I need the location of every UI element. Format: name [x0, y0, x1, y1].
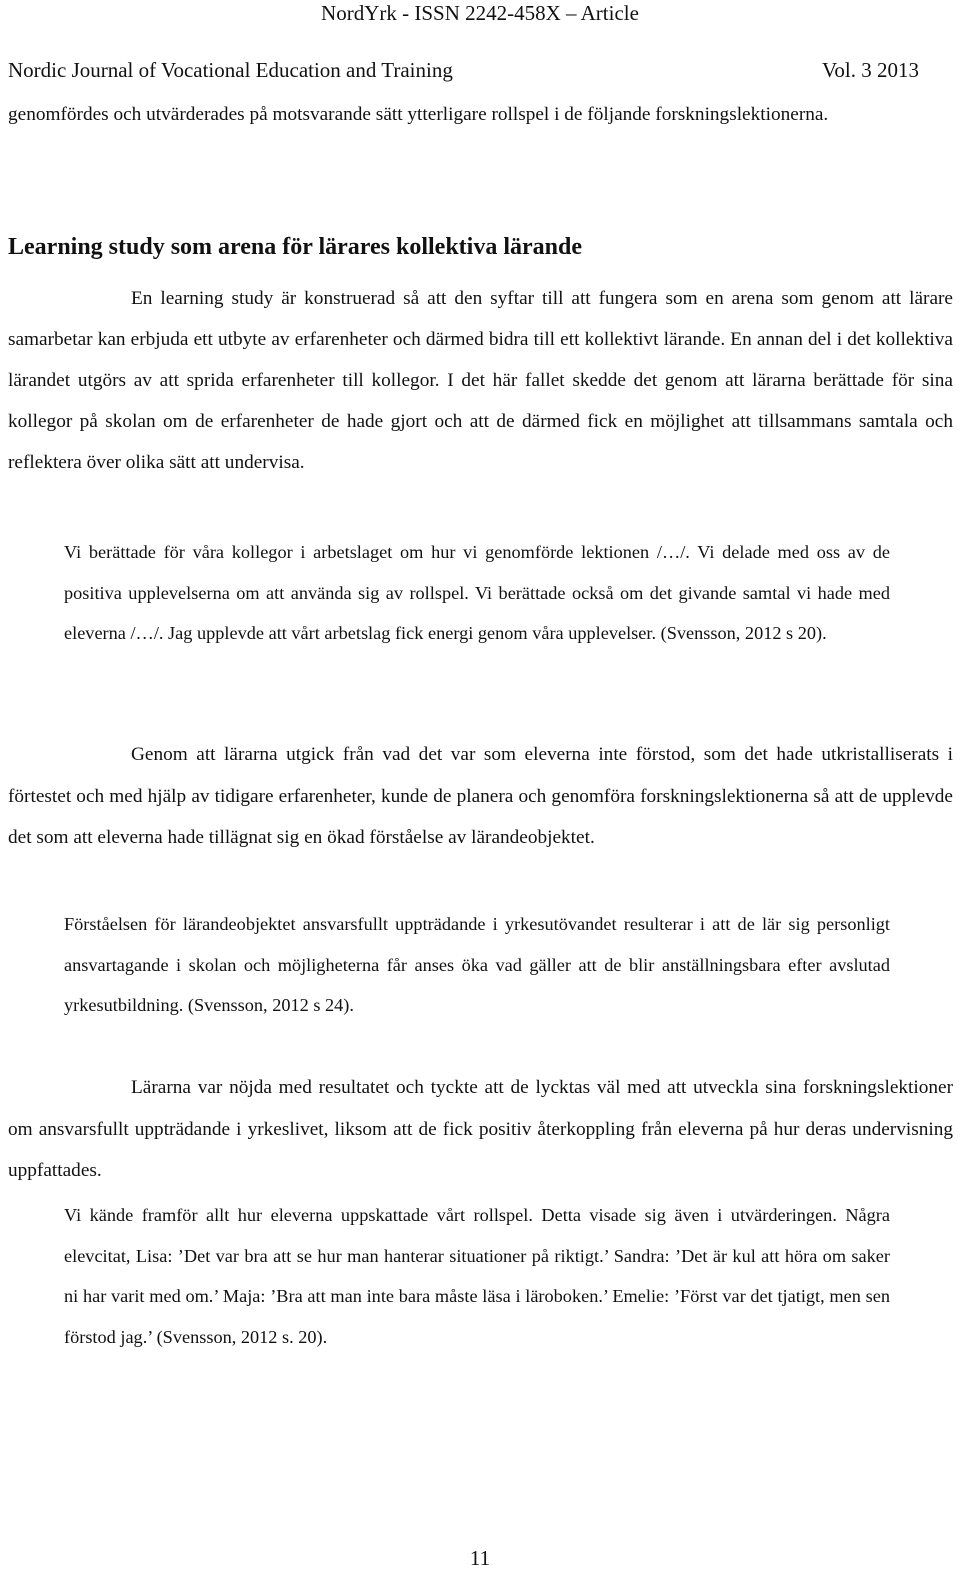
- section-heading: Learning study som arena för lärares kollektiva lärande: [8, 234, 583, 260]
- running-header: [8, 57, 919, 83]
- page-number: 11: [469, 1546, 491, 1570]
- body-paragraph-1-text: En learning study är konstruerad så att den syftar till att fungera som en arena som genom att lärare samarbetar kan erbjuda ett utbyte av erfarenheter och därmed bidra till ett kollektivt lärande. En annan del i det kollektiva lärandet utgörs av att sprida erfarenheter till kollegor. I det här fallet skedde det genom att lärarna berättade för sina kollegor på skolan om de erfarenheter de hade gjort och att de därmed fick en möjlighet att tillsammans samtala och reflektera över olika sätt att undervisa.: [8, 288, 953, 473]
- body-paragraph-2-text: Genom att lärarna utgick från vad det var som eleverna inte förstod, som det hade utkristalliserats i förtestet och med hjälp av tidigare erfarenheter, kunde de planera och genomföra forskningslektionerna så att de upplevde det som att eleverna hade tillägnat sig en ökad förståelse av lärandeobjektet.: [8, 744, 953, 848]
- body-paragraph-1: [8, 278, 953, 483]
- block-quote-2: Förståelsen för lärandeobjektet ansvarsfullt uppträdande i yrkesutövandet resulterar i att de lär sig personligt ansvartagande i skolan och möjligheterna får anses öka vad gäller att de blir anställningsbara efter avslutad yrkesutbildning. (Svensson, 2012 s 24).: [64, 914, 890, 1015]
- body-paragraph-2: [8, 734, 953, 859]
- journal-volume: Vol. 3 2013: [821, 58, 919, 82]
- block-quote-1: Vi berättade för våra kollegor i arbetslaget om hur vi genomförde lektionen /…/. Vi delade med oss av de positiva upplevelserna om att använda sig av rollspel. Vi berättade också om det givande samtal vi hade med eleverna /…/. Jag upplevde att vårt arbetslag fick energi genom våra upplevelser. (Svensson, 2012 s 20).: [64, 542, 890, 643]
- body-paragraph-3-text: Lärarna var nöjda med resultatet och tyckte att de lycktas väl med att utveckla sina forskningslektioner om ansvarsfullt uppträdande i yrkeslivet, liksom att de fick positiv återkoppling från eleverna på hur deras undervisning uppfattades.: [8, 1077, 953, 1181]
- block-quote-3: Vi kände framför allt hur eleverna uppskattade vårt rollspel. Detta visade sig även i utvärderingen. Några elevcitat, Lisa: ’Det var bra att se hur man hanterar situationer på riktigt.’ Sandra: ’Det är kul att höra om saker ni har varit med om.’ Maja: ’Bra att man inte bara måste läsa i läroboken.’ Emelie: ’Först var det tjatigt, men sen förstod jag.’ (Svensson, 2012 s. 20).: [64, 1205, 890, 1347]
- body-paragraph-3: [8, 1067, 953, 1192]
- journal-name: Nordic Journal of Vocational Education and Training: [8, 58, 453, 82]
- running-header-title: NordYrk - ISSN 2242-458X – Article: [321, 1, 639, 25]
- intro-paragraph: genomfördes och utvärderades på motsvarande sätt ytterligare rollspel i de följande forskningslektionerna.: [8, 104, 829, 125]
